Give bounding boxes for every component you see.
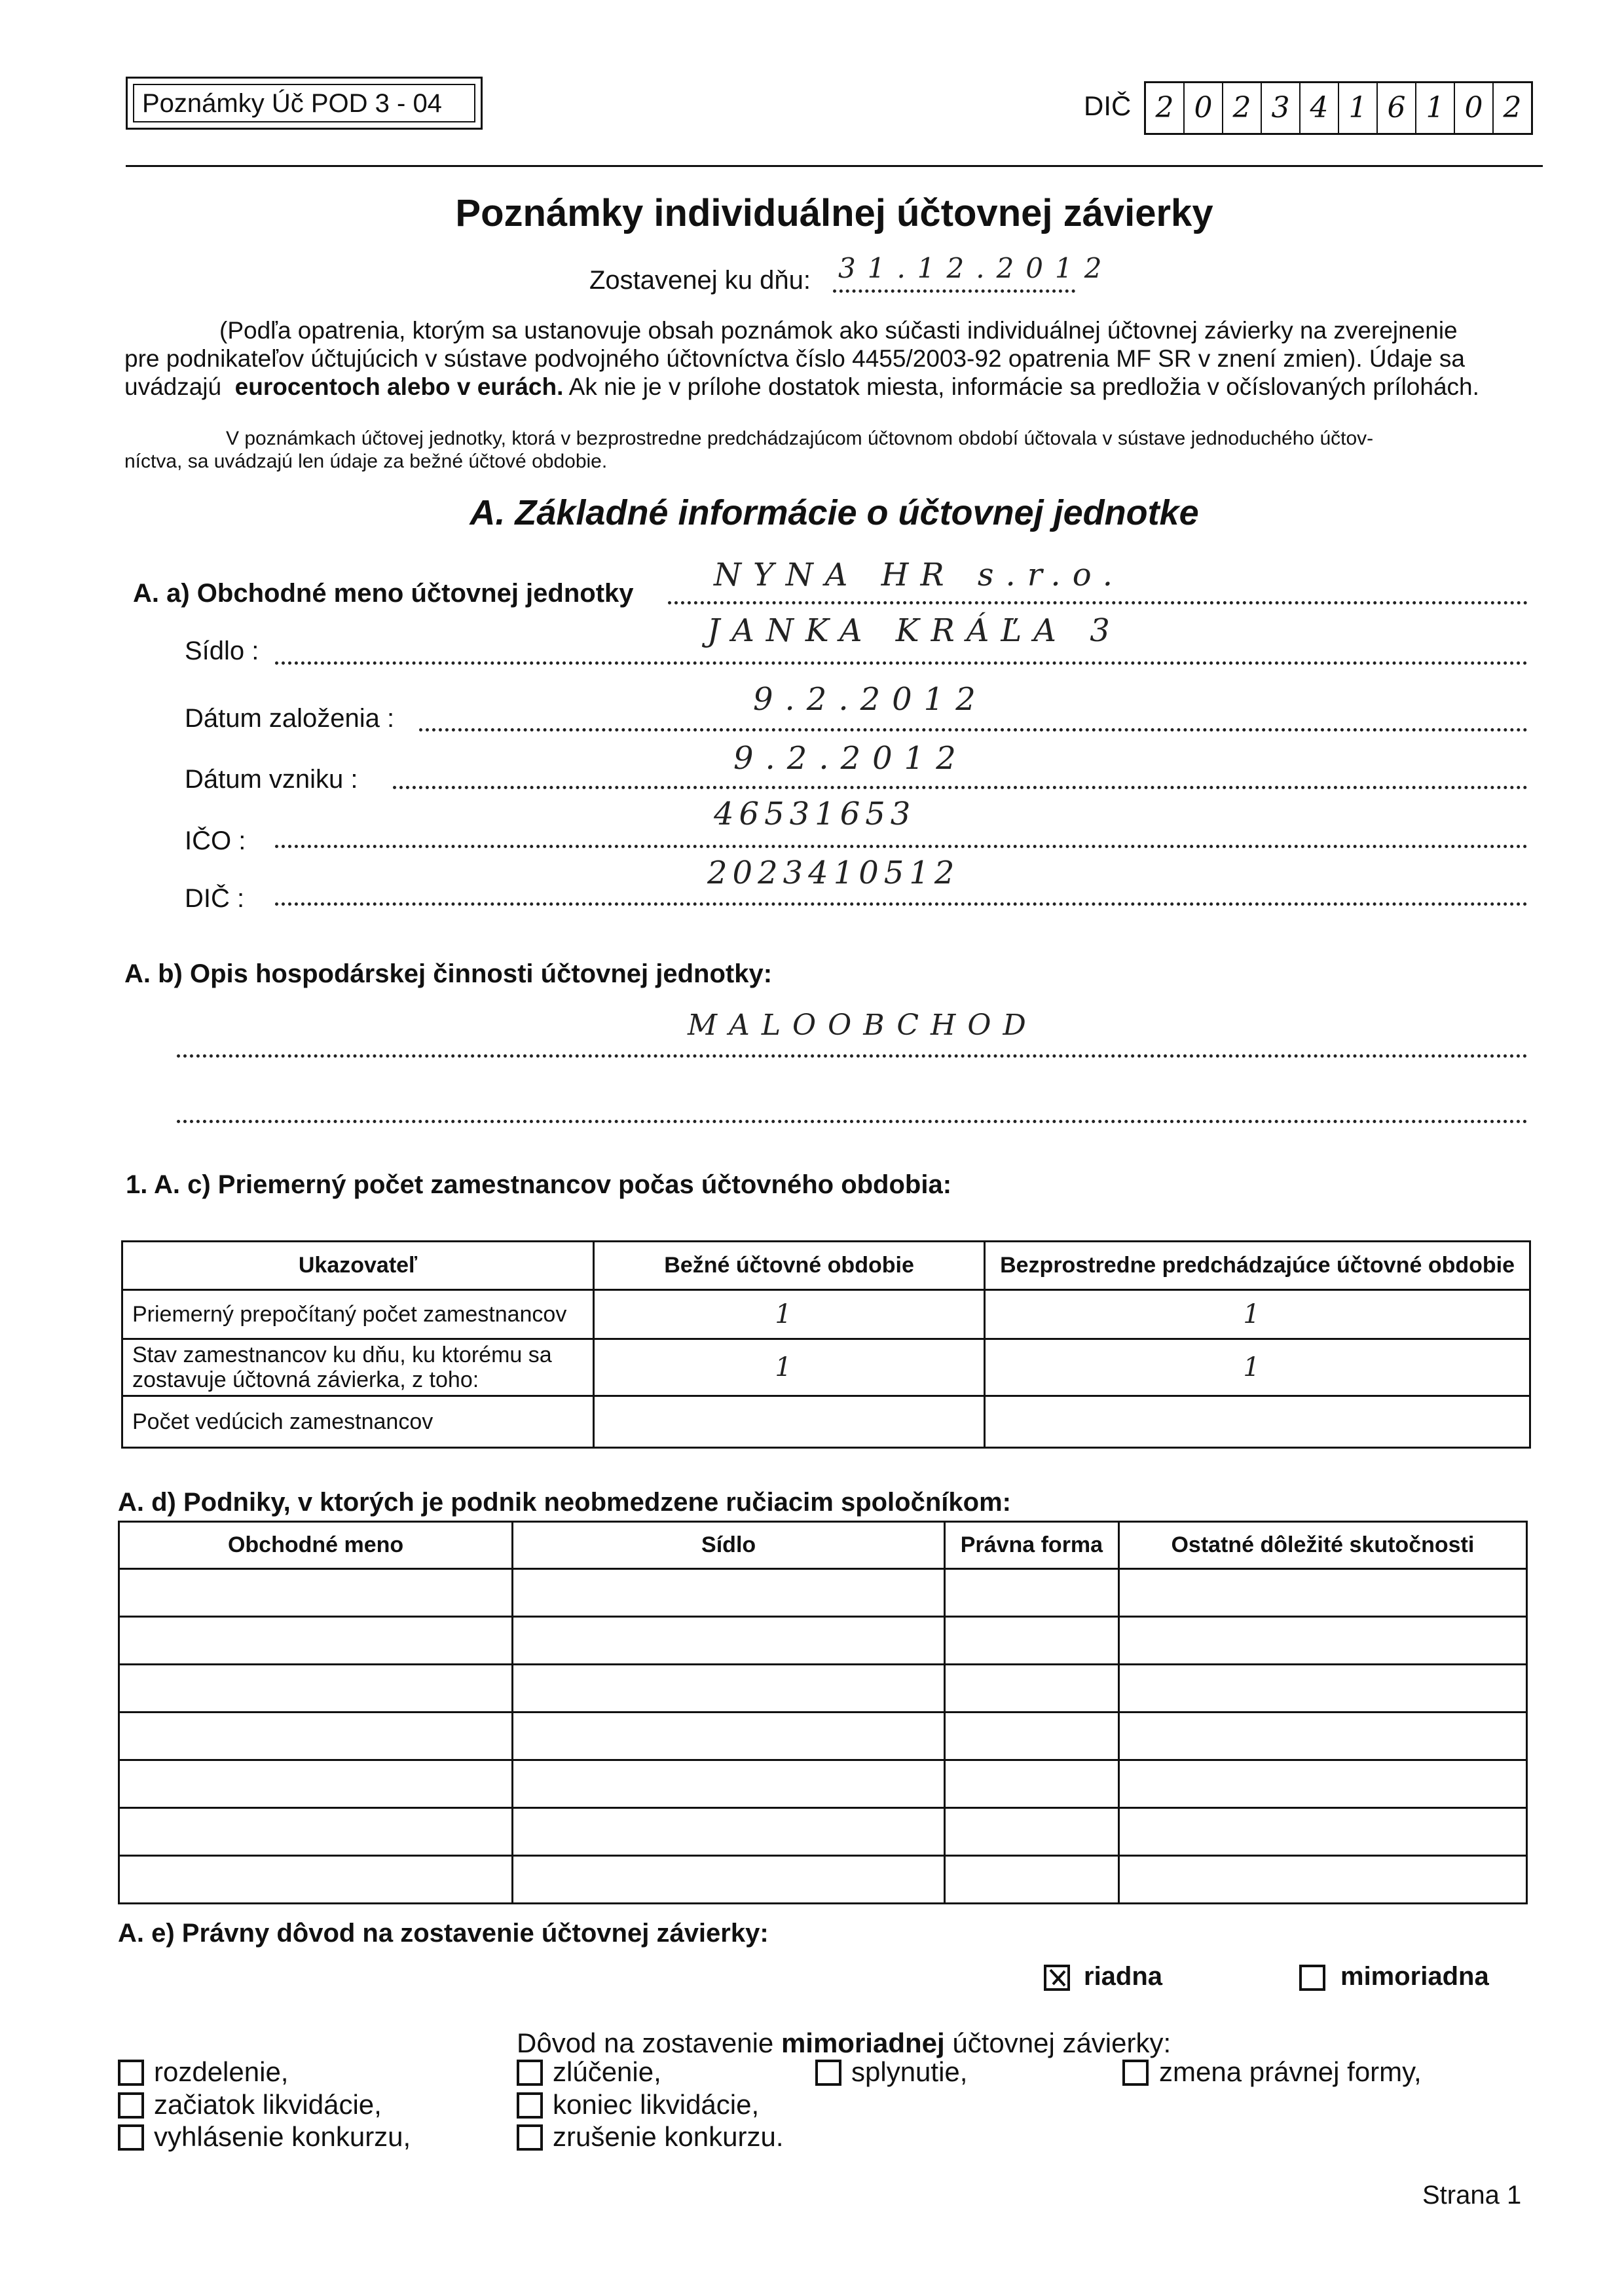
regular-label: riadna (1084, 1962, 1163, 1991)
form-code-box (126, 77, 483, 130)
col-header: Bežné účtovné obdobie (594, 1242, 985, 1290)
table-cell[interactable] (945, 1569, 1119, 1617)
col-header: Ukazovateľ (122, 1242, 594, 1290)
field-line (393, 786, 1528, 789)
table-cell[interactable] (1118, 1856, 1526, 1904)
field-value-ico[interactable]: 46531653 (714, 796, 916, 832)
table-row (119, 1808, 1527, 1856)
activity-line (177, 1120, 1528, 1123)
table-row: Počet vedúcich zamestnancov (122, 1396, 1530, 1448)
option-label: splynutie, (851, 2056, 968, 2087)
table-row (119, 1665, 1527, 1713)
dic-digit-box[interactable]: 1 (1339, 83, 1378, 133)
table-row (119, 1760, 1527, 1808)
option-checkbox[interactable] (517, 2060, 543, 2086)
extraordinary-checkbox[interactable] (1299, 1965, 1325, 1991)
page-number: Strana 1 (1422, 2181, 1522, 2210)
dic-digit-box[interactable]: 2 (1146, 83, 1185, 133)
activity-value[interactable]: MALOOBCHOD (688, 1009, 1038, 1042)
field-label-founded: Dátum založenia : (185, 704, 395, 733)
company-name-value[interactable]: NYNA HR s.r.o. (714, 557, 1124, 593)
table-cell[interactable] (513, 1760, 945, 1808)
form-code: Poznámky Úč POD 3 - 04 (142, 89, 442, 118)
field-value-sidlo[interactable]: JANKA KRÁĽA 3 (707, 612, 1122, 649)
legal-title: A. e) Právny dôvod na zostavenie účtovnej závierky: (118, 1919, 769, 1948)
table-cell[interactable] (513, 1713, 945, 1760)
dic-digit-box[interactable]: 0 (1185, 83, 1223, 133)
table-cell[interactable] (945, 1856, 1119, 1904)
table-cell[interactable] (945, 1665, 1119, 1713)
table-cell[interactable] (945, 1760, 1119, 1808)
table-cell[interactable] (513, 1569, 945, 1617)
page-title: Poznámky individuálnej účtovnej závierky (455, 192, 1213, 234)
col-header: Bezprostredne predchádzajúce účtovné obdobie (985, 1242, 1530, 1290)
companies-table (118, 1521, 1528, 1904)
table-cell[interactable] (1118, 1808, 1526, 1856)
field-label-ico: IČO : (185, 826, 246, 855)
option-checkbox[interactable] (118, 2092, 144, 2119)
option-checkbox[interactable] (1122, 2060, 1149, 2086)
activity-line (177, 1054, 1528, 1058)
option-label: koniec likvidácie, (553, 2089, 760, 2120)
note-line: V poznámkach účtovej jednotky, ktorá v bezprostredne predchádzajúcom účtovnom období účtovala v sústave jednoduchého účtov- (226, 428, 1374, 449)
name-line (668, 601, 1528, 604)
option-label: zrušenie konkurzu. (553, 2121, 784, 2152)
employees-title: 1. A. c) Priemerný počet zamestnancov počas účtovného obdobia: (126, 1170, 952, 1199)
option-checkbox[interactable] (517, 2092, 543, 2119)
table-cell[interactable] (1118, 1713, 1526, 1760)
table-cell[interactable] (119, 1617, 513, 1665)
field-line (275, 661, 1528, 665)
regular-checkbox[interactable] (1044, 1965, 1070, 1991)
table-cell[interactable] (513, 1665, 945, 1713)
intro-line: pre podnikateľov účtujúcich v sústave podvojného účtovníctva číslo 4455/2003-92 opatrenia MF SR v znení zmien). Údaje sa (124, 345, 1465, 372)
note-line: níctva, sa uvádzajú len údaje za bežné účtové obdobie. (124, 451, 608, 472)
table-row (119, 1617, 1527, 1665)
table-cell[interactable] (119, 1760, 513, 1808)
table-cell[interactable] (119, 1713, 513, 1760)
companies-title: A. d) Podniky, v ktorých je podnik neobmedzene ručiacim spoločníkom: (118, 1488, 1011, 1517)
table-row (119, 1713, 1527, 1760)
check-mark-icon (1046, 1967, 1067, 1988)
table-cell[interactable] (119, 1665, 513, 1713)
aa-label: A. a) Obchodné meno účtovnej jednotky (133, 579, 634, 608)
col-header: Ostatné dôležité skutočnosti (1118, 1522, 1526, 1569)
dic-digit-box[interactable]: 6 (1378, 83, 1416, 133)
table-cell[interactable] (513, 1617, 945, 1665)
intro-line: uvádzajú eurocentoch alebo v eurách. Ak nie je v prílohe dostatok miesta, informácie sa predložia v očíslovaných prílohách. (124, 373, 1479, 400)
table-cell[interactable] (1118, 1569, 1526, 1617)
intro-line: (Podľa opatrenia, ktorým sa ustanovuje obsah poznámok ako súčasti individuálnej účtovnej závierky na zverejnenie (219, 317, 1458, 344)
col-header: Obchodné meno (119, 1522, 513, 1569)
compiled-label: Zostavenej ku dňu: (589, 266, 811, 295)
employees-table (121, 1240, 1531, 1449)
col-header: Sídlo (513, 1522, 945, 1569)
section-a-title: A. Základné informácie o účtovnej jednotke (470, 493, 1199, 532)
table-row (119, 1856, 1527, 1904)
option-label: začiatok likvidácie, (154, 2089, 382, 2120)
table-cell[interactable] (945, 1713, 1119, 1760)
field-value-origin[interactable]: 9.2.2012 (733, 740, 968, 777)
option-label: zlúčenie, (553, 2056, 661, 2087)
dic-digit-box[interactable]: 1 (1416, 83, 1455, 133)
compiled-line (833, 289, 1075, 293)
table-cell[interactable] (945, 1808, 1119, 1856)
option-checkbox[interactable] (815, 2060, 841, 2086)
dic-digit-box[interactable]: 2 (1503, 91, 1522, 124)
dic-digit-box[interactable]: 4 (1301, 83, 1339, 133)
ab-label: A. b) Opis hospodárskej činnosti účtovnej jednotky: (124, 959, 773, 988)
field-line (275, 845, 1528, 848)
table-cell[interactable] (945, 1617, 1119, 1665)
field-value-founded[interactable]: 9.2.2012 (753, 681, 987, 718)
table-row: Stav zamestnancov ku dňu, ku ktorému sa zostavuje účtovná závierka, z toho: 1 1 (122, 1339, 1530, 1396)
option-checkbox[interactable] (517, 2124, 543, 2151)
table-cell[interactable] (513, 1808, 945, 1856)
field-label-origin: Dátum vzniku : (185, 765, 358, 794)
table-cell[interactable] (513, 1856, 945, 1904)
dic-digit-box[interactable]: 3 (1262, 83, 1301, 133)
table-cell[interactable] (119, 1808, 513, 1856)
field-label-sidlo: Sídlo : (185, 637, 259, 665)
table-cell[interactable] (119, 1856, 513, 1904)
field-line (275, 902, 1528, 906)
extraordinary-label: mimoriadna (1340, 1962, 1489, 1991)
table-cell[interactable] (1118, 1760, 1526, 1808)
option-label: rozdelenie, (154, 2056, 289, 2087)
field-line (419, 728, 1528, 731)
table-cell[interactable] (119, 1569, 513, 1617)
dic-label: DIČ (1084, 90, 1132, 121)
field-value-dic[interactable]: 2023410512 (707, 855, 960, 891)
dic-boxes (1144, 81, 1533, 135)
table-row (119, 1569, 1527, 1617)
option-checkbox[interactable] (118, 2124, 144, 2151)
field-label-dic: DIČ : (185, 884, 245, 913)
col-header: Právna forma (945, 1522, 1119, 1569)
header-divider (126, 165, 1543, 167)
compiled-date[interactable]: 31.12.2012 (838, 252, 1114, 284)
dic-digit-box[interactable]: 2 (1223, 83, 1262, 133)
option-label: vyhlásenie konkurzu, (154, 2121, 411, 2152)
option-label: zmena právnej formy, (1159, 2056, 1422, 2087)
reason-heading: Dôvod na zostavenie mimoriadnej účtovnej závierky: (517, 2028, 1172, 2058)
table-row: Priemerný prepočítaný počet zamestnancov 1 1 (122, 1290, 1530, 1339)
table-cell[interactable] (1118, 1665, 1526, 1713)
table-cell[interactable] (1118, 1617, 1526, 1665)
option-checkbox[interactable] (118, 2060, 144, 2086)
dic-digit-box[interactable]: 0 (1455, 83, 1494, 133)
